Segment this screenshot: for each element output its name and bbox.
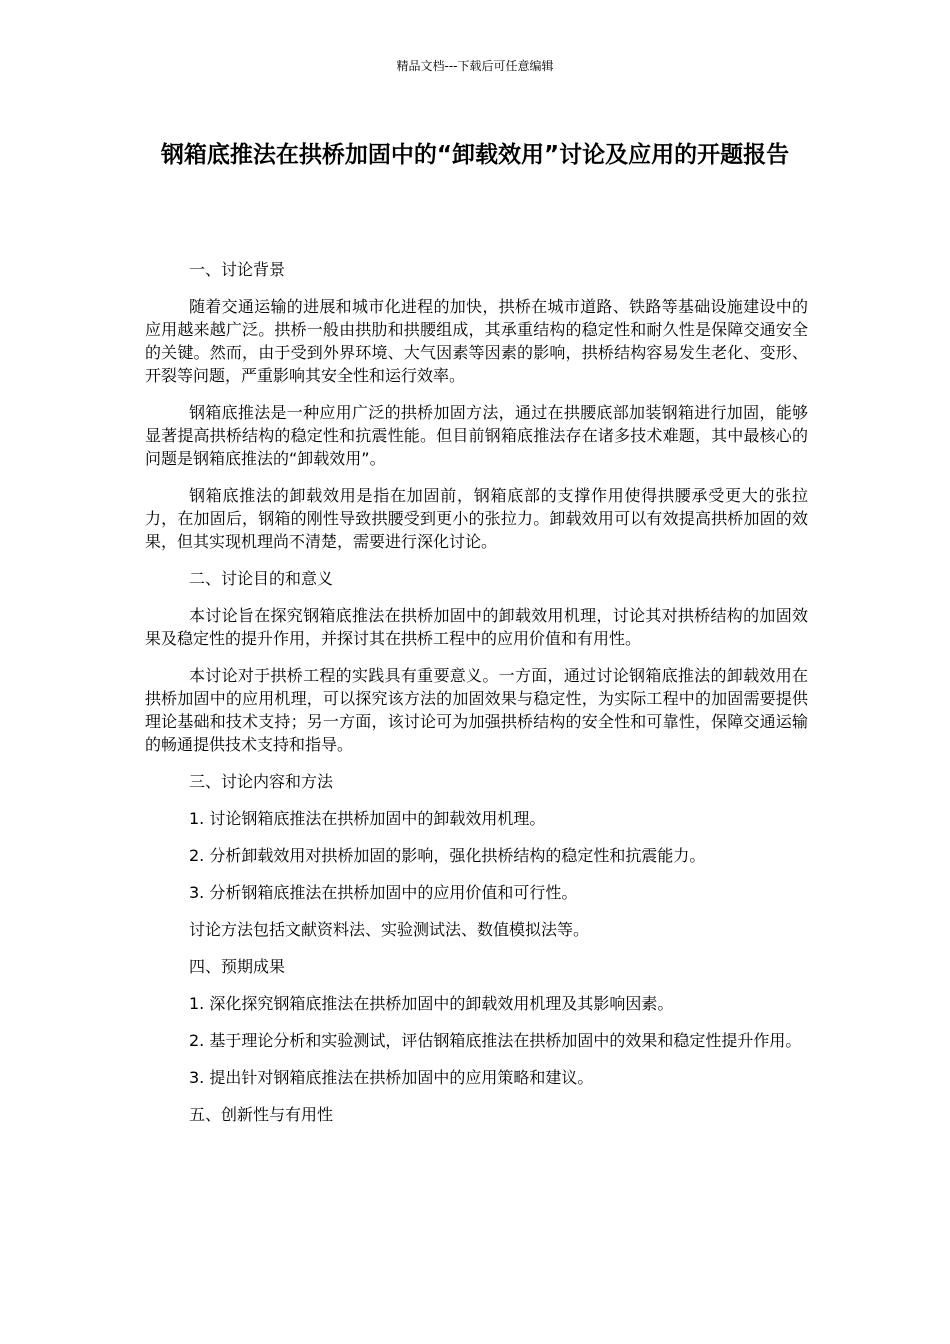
paragraph: 随着交通运输的进展和城市化进程的加快，拱桥在城市道路、铁路等基础设施建设中的应用越来越广泛。拱桥一般由拱肋和拱腰组成，其承重结构的稳定性和耐久性是保障交通安全的关键。然而，由于受到外界环境、大气因素等因素的影响，拱桥结构容易发生老化、变形、开裂等问题，严重影响其安全性和运行效率。 bbox=[145, 297, 808, 385]
paragraph: 本讨论旨在探究钢箱底推法在拱桥加固中的卸载效用机理，讨论其对拱桥结构的加固效果及稳定性的提升作用，并探讨其在拱桥工程中的应用价值和有用性。 bbox=[145, 606, 808, 648]
paragraph: 讨论方法包括文献资料法、实验测试法、数值模拟法等。 bbox=[189, 920, 590, 939]
list-item: 1. 深化探究钢箱底推法在拱桥加固中的卸载效用机理及其影响因素。 bbox=[189, 994, 674, 1013]
list-item: 3. 提出针对钢箱底推法在拱桥加固中的应用策略和建议。 bbox=[189, 1068, 594, 1087]
section-heading-expected-results: 四、预期成果 bbox=[189, 957, 286, 976]
section-heading-innovation: 五、创新性与有用性 bbox=[189, 1105, 334, 1124]
header-note: 精品文档---下载后可任意编辑 bbox=[396, 59, 554, 73]
list-item: 2. 基于理论分析和实验测试，评估钢箱底推法在拱桥加固中的效果和稳定性提升作用。 bbox=[189, 1031, 802, 1050]
list-item: 3. 分析钢箱底推法在拱桥加固中的应用价值和可行性。 bbox=[189, 883, 578, 902]
paragraph: 钢箱底推法是一种应用广泛的拱桥加固方法，通过在拱腰底部加装钢箱进行加固，能够显著提高拱桥结构的稳定性和抗震性能。但目前钢箱底推法存在诸多技术难题，其中最核心的问题是钢箱底推法的“卸载效用”。 bbox=[145, 403, 808, 468]
paragraph: 钢箱底推法的卸载效用是指在加固前，钢箱底部的支撑作用使得拱腰承受更大的张拉力，在加固后，钢箱的刚性导致拱腰受到更小的张拉力。卸载效用可以有效提高拱桥加固的效果，但其实现机理尚不清楚，需要进行深化讨论。 bbox=[145, 486, 808, 551]
section-heading-background: 一、讨论背景 bbox=[189, 260, 286, 279]
document-body bbox=[145, 258, 808, 1140]
paragraph: 本讨论对于拱桥工程的实践具有重要意义。一方面，通过讨论钢箱底推法的卸载效用在拱桥加固中的应用机理，可以探究该方法的加固效果与稳定性，为实际工程中的加固需要提供理论基础和技术支持；另一方面，该讨论可为加强拱桥结构的安全性和可靠性，保障交通运输的畅通提供技术支持和指导。 bbox=[145, 666, 808, 754]
section-heading-purpose: 二、讨论目的和意义 bbox=[189, 569, 334, 588]
list-item: 2. 分析卸载效用对拱桥加固的影响，强化拱桥结构的稳定性和抗震能力。 bbox=[189, 846, 706, 865]
section-heading-content-methods: 三、讨论内容和方法 bbox=[189, 772, 334, 791]
document-title: 钢箱底推法在拱桥加固中的“卸载效用”讨论及应用的开题报告 bbox=[160, 142, 790, 168]
list-item: 1. 讨论钢箱底推法在拱桥加固中的卸载效用机理。 bbox=[189, 809, 546, 828]
